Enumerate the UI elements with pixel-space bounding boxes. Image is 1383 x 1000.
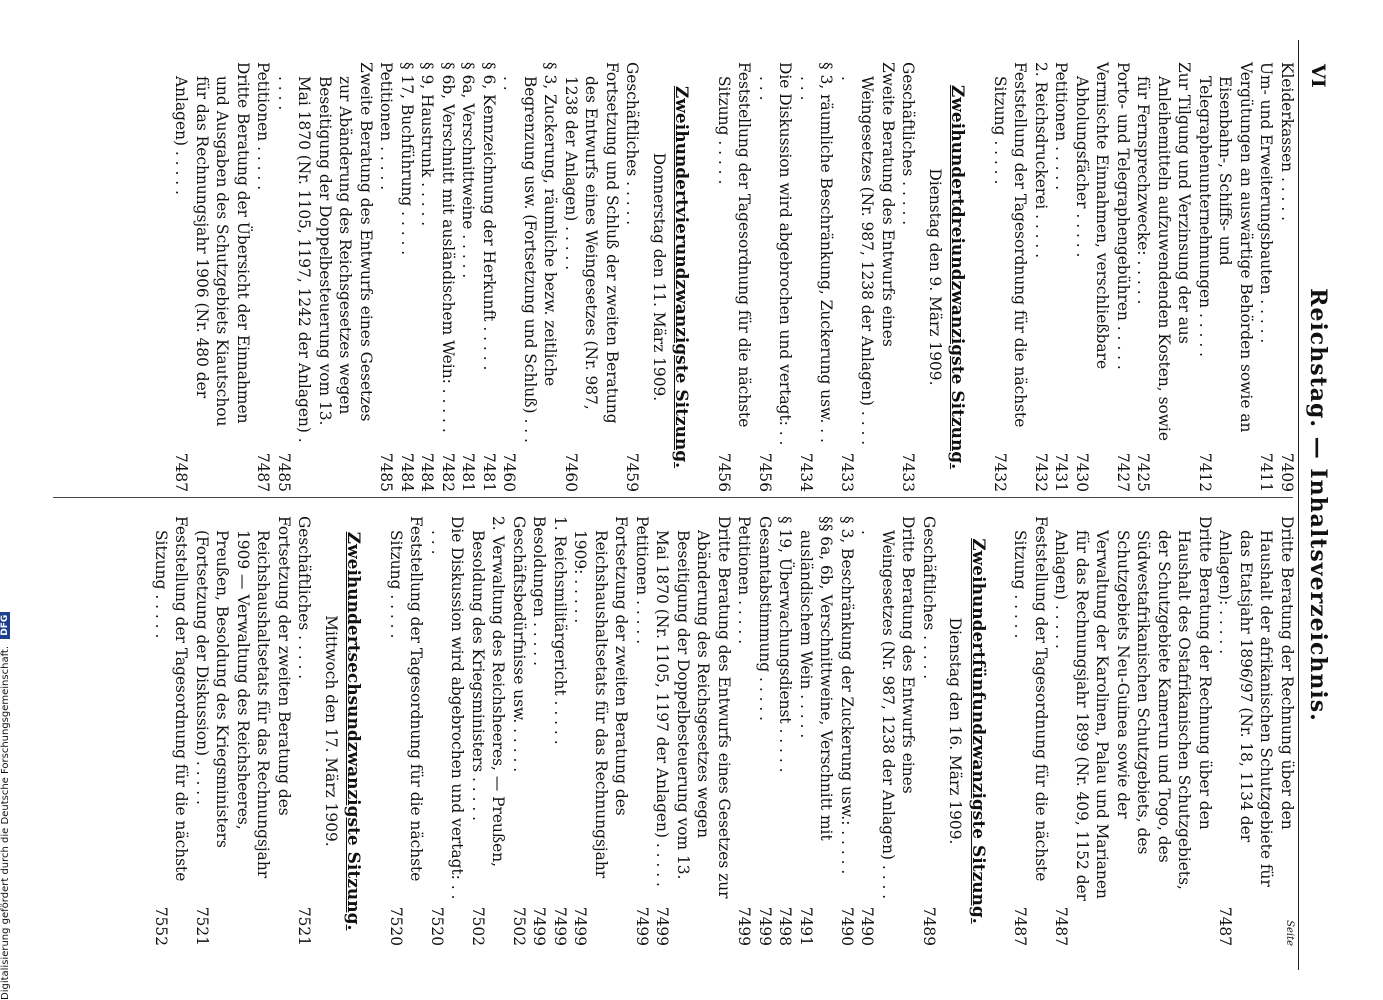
toc-entry xyxy=(652,516,734,946)
toc-entry-page: 7434 xyxy=(797,452,815,492)
toc-entry xyxy=(438,62,459,492)
right-column-sessions xyxy=(151,516,989,946)
toc-entry xyxy=(529,516,550,946)
toc-entry-page: 7409 xyxy=(1278,452,1296,492)
toc-entry-text: § 19, Überwachungsdienst . . . . . xyxy=(776,516,795,773)
toc-entry-text: Geschäftliches . . . . . xyxy=(623,62,642,226)
right-column xyxy=(47,516,1297,946)
toc-entry xyxy=(294,516,315,946)
toc-entry xyxy=(857,516,919,946)
toc-entry-text: 1. Reichsmilitärgericht . . . . . xyxy=(551,516,569,745)
toc-entry xyxy=(632,516,653,946)
toc-entry-page: 7487 xyxy=(1011,906,1030,946)
toc-entry-page: 7433 xyxy=(899,452,918,492)
toc-entry-page: 7499 xyxy=(530,906,549,946)
toc-entry-page: 7487 xyxy=(172,452,191,492)
toc-entry-page: 7460 xyxy=(562,452,580,492)
toc-entry-text: § 6b, Verschnitt mit ausländischem Wein: . . . . . xyxy=(439,62,457,433)
toc-entry xyxy=(990,62,1031,492)
toc-entry xyxy=(775,516,796,946)
toc-entry-page: 7552 xyxy=(152,906,170,946)
session-title: Zweihundertdreiundzwanzigste Sitzung. xyxy=(947,84,968,470)
toc-entry-page: 7485 xyxy=(377,452,396,492)
toc-entry xyxy=(458,62,479,492)
toc-entry-page: 7427 xyxy=(1114,452,1132,492)
toc-entry-page: 7502 xyxy=(510,906,528,946)
page-number: VI xyxy=(1307,64,1329,88)
page-column-label: Seite xyxy=(1284,920,1295,946)
toc-entry-page: 7521 xyxy=(295,906,314,946)
toc-entry-page: 7484 xyxy=(418,452,437,492)
toc-entry-page: 7485 xyxy=(275,452,293,492)
toc-entry xyxy=(1195,62,1257,492)
toc-entry xyxy=(550,516,571,946)
session-title: Zweihundertfünfundzwanzigste Sitzung. xyxy=(968,538,988,924)
toc-entry-text: Feststellung der Tagesordnung für die nächste Sitzung . . . . . xyxy=(1011,516,1050,882)
dfg-logo: DFG xyxy=(0,612,10,639)
digitization-credit xyxy=(0,0,16,1000)
toc-entry-text: § 6a, Verschnittweine . . . . . xyxy=(459,62,478,279)
toc-entry-page: 7456 xyxy=(756,452,774,492)
left-column-entries xyxy=(990,62,1298,492)
toc-entry xyxy=(1051,516,1215,946)
toc-entry-text: 2. Reichsdruckerei . . . . . xyxy=(1032,62,1050,259)
toc-entry xyxy=(151,516,192,946)
toc-entry-text: Dritte Beratung der Übersicht der Einnahmen und Ausgaben des Schutzgebiets Kiautschou für das Rechnungsjahr 1906 (Nr. 480 der Anlagen) . . . . . xyxy=(172,62,252,427)
toc-entry-page: 7431 xyxy=(1052,452,1071,492)
toc-entry xyxy=(1215,516,1297,946)
toc-entry xyxy=(796,62,837,492)
toc-entry xyxy=(427,516,468,946)
toc-entry-text: Gesamtabstimmung . . . . . xyxy=(756,516,774,722)
toc-entry xyxy=(734,516,755,946)
toc-entry xyxy=(1051,62,1072,492)
toc-entry xyxy=(468,516,509,946)
toc-entry-text: §§ 6a, 6b, Verschnittweine, Verschnitt mit ausländischem Wein . . . . . xyxy=(797,516,836,841)
toc-entry-page: 7487 xyxy=(1216,906,1235,946)
toc-entry-page: 7489 xyxy=(920,906,938,946)
toc-entry-page: 7481 xyxy=(459,452,478,492)
session-date: Dienstag den 16. März 1909. xyxy=(946,617,965,845)
toc-entry xyxy=(274,62,377,492)
toc-entry-page: 7412 xyxy=(1196,452,1214,492)
toc-entry-text: Porto- und Telegraphengebühren . . . . . xyxy=(1114,62,1132,370)
toc-entry-text: Die Diskussion wird abgebrochen und vertagt: . . . . . xyxy=(756,62,795,446)
toc-entry-text: Feststellung der Tagesordnung für die nächste Sitzung . . . . . xyxy=(715,62,754,428)
toc-entry-text: Zur Tilgung und Verzinsung der aus Anleihemitteln aufzuwendenden Kosten, sowie für Fernsprechzwecke: . . . . . xyxy=(1134,62,1194,441)
toc-entry-text: Vermischte Einnahmen, verschließbare Abholungsfächer . . . . . xyxy=(1073,62,1112,370)
session-date: Dienstag den 9. März 1909. xyxy=(926,168,944,386)
toc-entry-text: Um- und Erweiterungsbauten . . . . . xyxy=(1257,62,1276,344)
toc-entry xyxy=(919,516,940,946)
toc-entry-text: Fortsetzung der zweiten Beratung des Reichshaushaltsetats für das Rechnungsjahr 1909: . . . . . xyxy=(571,516,631,879)
toc-entry-text: Besoldungen . . . . . xyxy=(530,516,549,666)
toc-entry-page: 7499 xyxy=(756,906,774,946)
toc-entry xyxy=(376,62,397,492)
rotated-document-page xyxy=(43,40,1333,970)
toc-entry xyxy=(397,62,418,492)
toc-entry xyxy=(796,516,837,946)
toc-entry xyxy=(837,516,858,946)
toc-entry-text: Petitionen . . . . . xyxy=(377,62,396,191)
toc-entry-text: Petitionen . . . . . xyxy=(735,516,754,645)
toc-entry xyxy=(1031,62,1052,492)
toc-entry-page: 7432 xyxy=(1032,452,1050,492)
toc-entry xyxy=(479,62,500,492)
toc-entry-page: 7459 xyxy=(623,452,642,492)
toc-entry-text: Petitionen . . . . . xyxy=(1052,62,1071,191)
toc-entry-page: 7456 xyxy=(715,452,733,492)
toc-entry-text: Dritte Beratung der Rechnung über den Haushalt des Ostafrikanischen Schutzgebiets, der Schutzgebiete Kamerun und Togo, des Südwestafrikanischen Schutzgebiets, des Schutzgebiets Neu-Guinea sowie der Verwaltung der Karolinen, Palau und Marianen für das Rechnungsjahr 1899 (Nr. 409, 1152 der Anlagen) . . . . . xyxy=(1052,516,1214,902)
toc-entry-text: Feststellung der Tagesordnung für die nächste Sitzung . . . . . xyxy=(991,62,1030,428)
toc-entry-page: 7460 xyxy=(500,452,519,492)
toc-entry xyxy=(755,62,796,492)
toc-entry-text: Feststellung der Tagesordnung für die nächste Sitzung . . . . . xyxy=(152,516,191,882)
toc-entry xyxy=(755,516,776,946)
toc-entry xyxy=(1113,62,1134,492)
session-title: Zweihundertvierundzwanzigste Sitzung. xyxy=(671,85,692,469)
toc-entry-page: 7498 xyxy=(776,906,795,946)
session-title: Zweihundertsechsundzwanzigste Sitzung. xyxy=(343,531,364,931)
toc-entry-page: 7490 xyxy=(858,906,877,946)
toc-entry-text: Fortsetzung und Schluß der zweiten Beratung des Entwurfs eines Weingesetzes (Nr. 987, 1238 der Anlagen) . . . . . xyxy=(562,62,621,424)
toc-entry-text: Geschäftliches . . . . . xyxy=(920,516,938,680)
toc-entry-text: § 3, Zuckerung, räumliche bezw. zeitliche Begrenzung usw. (Fortsetzung und Schluß) . . . . . xyxy=(500,62,560,443)
right-column-entries xyxy=(1010,516,1297,946)
toc-entry-page: 7491 xyxy=(797,906,815,946)
toc-entry-text: Petitionen . . . . . xyxy=(254,62,273,191)
toc-entry-text: Die Diskussion wird abgebrochen und vertagt: . . . . . xyxy=(428,516,467,900)
toc-entry-page: 7433 xyxy=(838,452,856,492)
toc-entry-page: 7499 xyxy=(571,906,590,946)
toc-entry-text: Kleiderkassen . . . . . xyxy=(1278,62,1296,222)
toc-entry xyxy=(898,62,919,492)
toc-entry xyxy=(171,62,253,492)
toc-entry-text: § 17, Buchführung . . . . . xyxy=(398,62,416,256)
toc-entry-page: 7521 xyxy=(193,906,211,946)
toc-entry-text: § 9, Haustrunk . . . . . xyxy=(418,62,437,227)
toc-entry-page: 7432 xyxy=(991,452,1009,492)
toc-entry-page: 7499 xyxy=(735,906,754,946)
toc-entry-text: Geschäftliches . . . . . xyxy=(899,62,918,226)
session-date: Mittwoch den 17. März 1909. xyxy=(322,615,340,847)
toc-entry-page: 7430 xyxy=(1073,452,1091,492)
toc-entry xyxy=(1256,62,1277,492)
page-header xyxy=(1298,40,1333,970)
toc-entry-page: 7520 xyxy=(428,906,446,946)
toc-entry-text: Zweite Beratung des Entwurfs eines Gesetzes zur Abänderung des Reichsgesetzes wegen Beseitigung der Doppelbesteuerung vom 13. Mai 1870 (Nr. 1105, 1197, 1242 der Anlagen) . . . . . xyxy=(275,62,375,443)
toc-entry-text: Zweite Beratung des Entwurfs eines Weingesetzes (Nr. 987, 1238 der Anlagen) . . . . . xyxy=(838,62,897,446)
toc-entry-text: Dritte Beratung des Entwurfs eines Gesetzes zur Abänderung des Reichsgesetzes wegen Beseitigung der Doppelbesteuerung vom 13. Mai 1870 (Nr. 1105, 1197 der Anlagen) . . . . . xyxy=(653,516,733,899)
toc-entry-page: 7520 xyxy=(387,906,405,946)
toc-entry-text: § 6, Kennzeichnung der Herkunft . . . . . xyxy=(480,62,498,371)
toc-entry-page: 7482 xyxy=(439,452,457,492)
toc-entry xyxy=(192,516,295,946)
toc-entry xyxy=(561,62,623,492)
toc-entry-text: § 3, räumliche Beschränkung, Zuckerung usw. . . . . . xyxy=(797,62,836,443)
toc-entry xyxy=(1277,62,1298,492)
toc-entry-page: 7411 xyxy=(1257,452,1276,492)
toc-entry-page: 7487 xyxy=(1052,906,1071,946)
toc-entry xyxy=(622,62,643,492)
toc-entry-page: 7487 xyxy=(254,452,273,492)
toc-entry-page: 7502 xyxy=(469,906,487,946)
toc-entry-text: Vergütungen an auswärtige Behörden sowie an Eisenbahn-, Schiffs- und Telegraphenunternehmungen . . . . . xyxy=(1196,62,1255,433)
toc-entry-page: 7481 xyxy=(480,452,498,492)
toc-entry-text: 2. Verwaltung des Reichsheeres, — Preußen, Besoldung des Kriegsministers . . . . . xyxy=(469,516,508,868)
running-title: Reichstag. — Inhaltsverzeichnis. xyxy=(1305,288,1331,722)
toc-entry-text: Fortsetzung der zweiten Beratung des Reichshaushaltsetats für das Rechnungsjahr 1909 — Verwaltung des Reichsheeres, Preußen, Besoldung des Kriegsministers (Fortsetzung der Diskussion) . . . . . xyxy=(193,516,293,879)
toc-entry xyxy=(386,516,427,946)
toc-entry-text: Dritte Beratung des Entwurfs eines Weingesetzes (Nr. 987, 1238 der Anlagen) . . . . . xyxy=(858,516,918,900)
toc-entry xyxy=(1133,62,1195,492)
credit-text: Digitalisierung gefördert durch die Deutsche Forschungsgemeinschaft. xyxy=(0,645,11,1000)
toc-entry-page: 7425 xyxy=(1134,452,1153,492)
left-column xyxy=(47,62,1297,492)
toc-entry-text: Geschäftsbedürfnisse usw. . . . . . xyxy=(510,516,528,773)
toc-entry xyxy=(837,62,899,492)
toc-entry-text: § 3, Beschränkung der Zuckerung usw.: . . . . . xyxy=(838,516,856,875)
toc-entry xyxy=(509,516,530,946)
toc-entry xyxy=(253,62,274,492)
toc-entry xyxy=(499,62,561,492)
toc-entry-page: 7499 xyxy=(653,906,672,946)
toc-entry-page: 7499 xyxy=(551,906,569,946)
toc-entry-page: 7490 xyxy=(838,906,856,946)
toc-entry-text: Geschäftliches . . . . . xyxy=(295,516,314,680)
toc-entry-text: Feststellung der Tagesordnung für die nächste Sitzung . . . . . xyxy=(387,516,426,882)
column-divider xyxy=(53,497,1293,498)
toc-entry-page: 7499 xyxy=(633,906,651,946)
toc-entry xyxy=(417,62,438,492)
session-date: Donnerstag den 11. März 1909. xyxy=(650,152,668,402)
toc-entry xyxy=(714,62,755,492)
toc-entry-page: 7484 xyxy=(398,452,416,492)
toc-entry xyxy=(1072,62,1113,492)
toc-entry-text: Dritte Beratung der Rechnung über den Haushalt der afrikanischen Schutzgebiete für das Etatsjahr 1896/97 (Nr. 18, 1134 der Anlagen): . . . . . xyxy=(1216,516,1296,887)
toc-entry xyxy=(570,516,632,946)
left-column-sessions xyxy=(171,62,968,492)
toc-entry-text: Petitionen . . . . . xyxy=(633,516,651,645)
toc-entry xyxy=(1010,516,1051,946)
